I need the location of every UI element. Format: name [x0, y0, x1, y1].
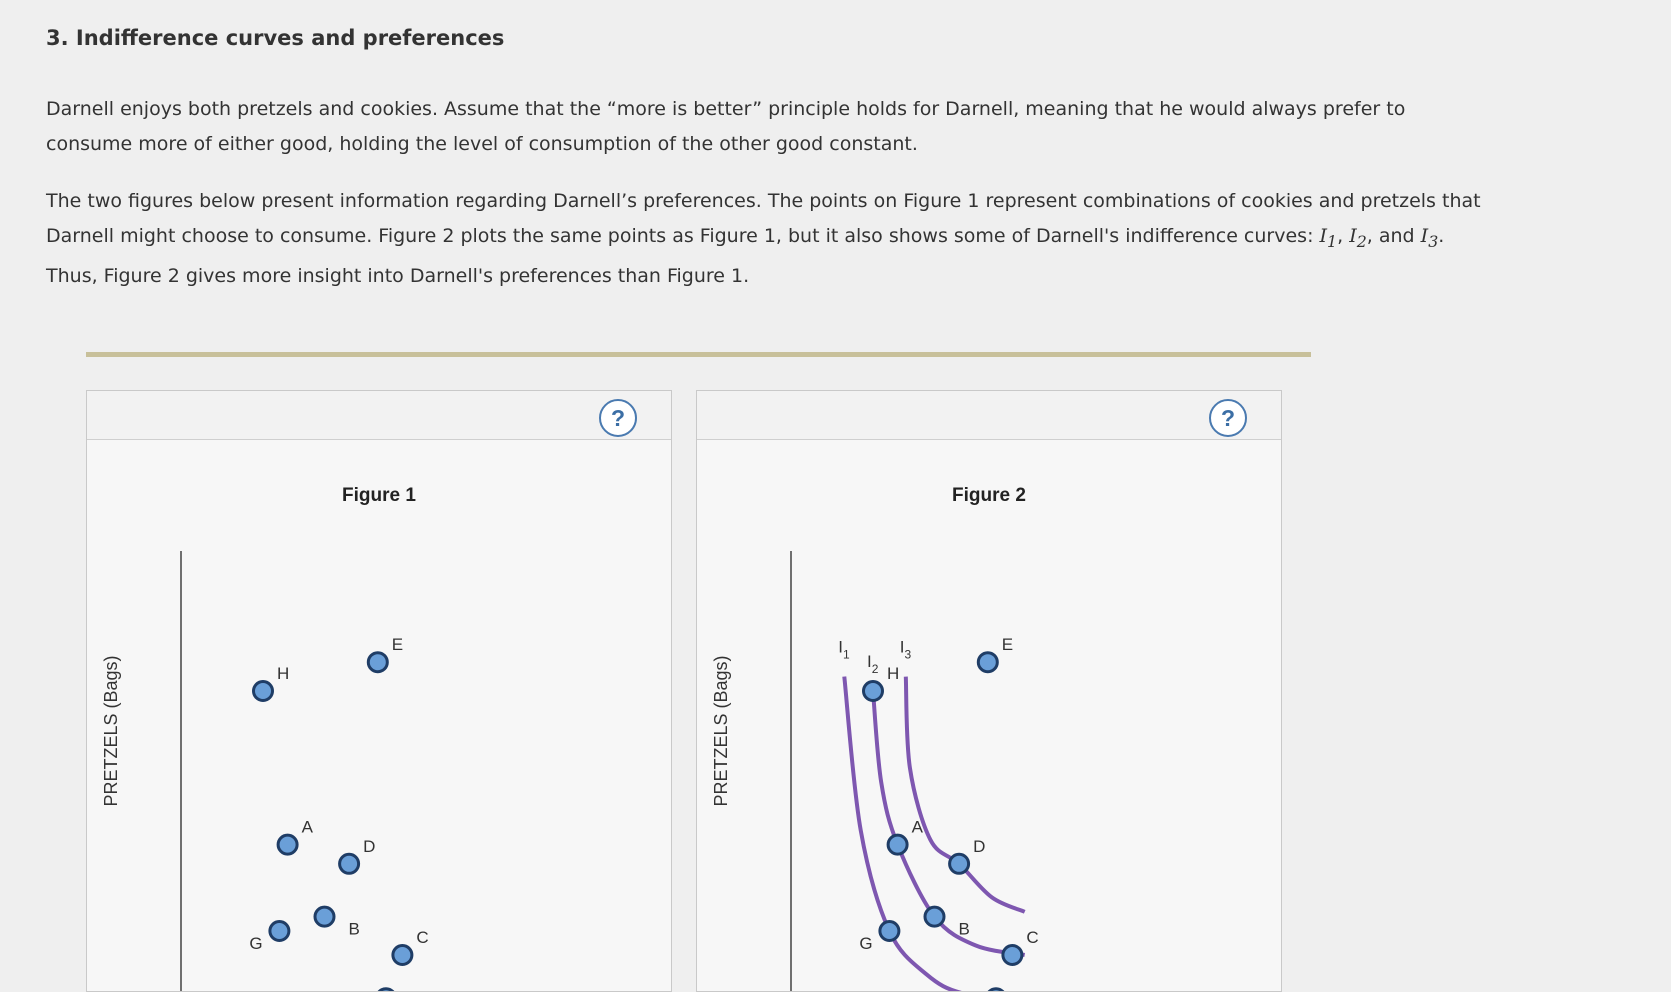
fig2-point-label-b: B [958, 919, 970, 939]
fig1-point-e[interactable] [368, 653, 387, 672]
fig1-point-label-e: E [391, 635, 404, 655]
fig1-point-g[interactable] [270, 922, 289, 941]
fig2-point-label-d: D [973, 836, 986, 856]
fig2-point-c[interactable] [1003, 946, 1022, 965]
fig2-point-label-a: A [911, 817, 923, 837]
curve-ref-i3: $I_3$ [1420, 225, 1439, 251]
fig2-point-label-g: G [859, 934, 873, 953]
fig1-point-d[interactable] [340, 854, 359, 873]
fig1-point-h[interactable] [254, 682, 273, 701]
figure1-panel [86, 390, 672, 992]
fig2-point-g[interactable] [880, 922, 899, 941]
figures-paragraph: The two figures below present information regarding Darnell’s preferences. The points on Figure 1 represent combinations of cookies and pretzels that Darnell might choose to consume. Figure 2 plots the same points as Figure 1, but it also shows some of Darnell's indifference curves: $I_1$, $I_2$, and $I_3$. Thus, Figure 2 gives more insight into Darnell's preferences than Figure 1. [46, 190, 1481, 287]
fig1-point-b[interactable] [315, 907, 334, 926]
fig1-point-f[interactable] [377, 989, 396, 991]
fig2-point-label-h: H [887, 664, 900, 683]
intro-paragraph: Darnell enjoys both pretzels and cookies. Assume that the “more is better” principle holds for Darnell, meaning that he would always prefer to consume more of either good, holding the level of consumption of the other good constant. [46, 98, 1406, 155]
figure2-help-button[interactable]: ? [1209, 399, 1247, 437]
curve-ref-i2: $I_2$ [1349, 225, 1367, 251]
fig2-point-e[interactable] [978, 653, 997, 672]
fig2-point-f[interactable] [987, 989, 1006, 991]
fig2-curve-label-i3: $I_3$ [899, 637, 912, 662]
figures-paragraph-text-b: . Thus, Figure 2 gives more insight into Darnell's preferences than Figure 1. [46, 225, 1445, 287]
fig1-point-label-a: A [301, 817, 313, 837]
fig2-indifference-curve-i3 [906, 677, 1025, 912]
fig1-y-axis-label: PRETZELS (Bags) [101, 655, 121, 807]
fig2-point-b[interactable] [925, 907, 944, 926]
figures-paragraph-text-a: The two figures below present information regarding Darnell’s preferences. The points on Figure 1 represent combinations of cookies and pretzels that Darnell might choose to consume. Figure 2 plots the same points as Figure 1, but it also shows some of Darnell's indifference curves: [46, 190, 1481, 247]
fig1-point-label-h: H [277, 664, 290, 683]
fig2-indifference-curve-i2 [873, 691, 1025, 955]
fig2-curve-label-i2: $I_2$ [867, 652, 879, 676]
fig2-point-d[interactable] [950, 854, 969, 873]
fig1-point-label-c: C [416, 928, 429, 947]
section-divider [86, 352, 1311, 357]
fig1-point-label-g: G [249, 934, 263, 953]
fig1-point-label-d: D [363, 836, 376, 856]
figure2-panel [696, 390, 1282, 992]
question-title: 3. Indifference curves and preferences [46, 26, 505, 50]
fig2-title: Figure 2 [952, 485, 1026, 506]
fig2-point-label-c: C [1026, 928, 1039, 947]
fig2-y-axis-label: PRETZELS (Bags) [711, 655, 731, 807]
fig2-point-h[interactable] [864, 682, 883, 701]
curve-ref-i1: $I_1$ [1319, 225, 1338, 251]
fig1-point-label-b: B [348, 919, 360, 939]
fig1-point-c[interactable] [393, 946, 412, 965]
fig2-point-a[interactable] [888, 835, 907, 854]
figure1-chart [87, 391, 671, 991]
fig2-point-label-e: E [1001, 635, 1014, 655]
figure1-help-button[interactable]: ? [599, 399, 637, 437]
figure2-chart [697, 391, 1281, 991]
fig1-title: Figure 1 [342, 485, 416, 506]
fig1-point-a[interactable] [278, 835, 297, 854]
fig2-curve-label-i1: $I_1$ [838, 637, 850, 662]
